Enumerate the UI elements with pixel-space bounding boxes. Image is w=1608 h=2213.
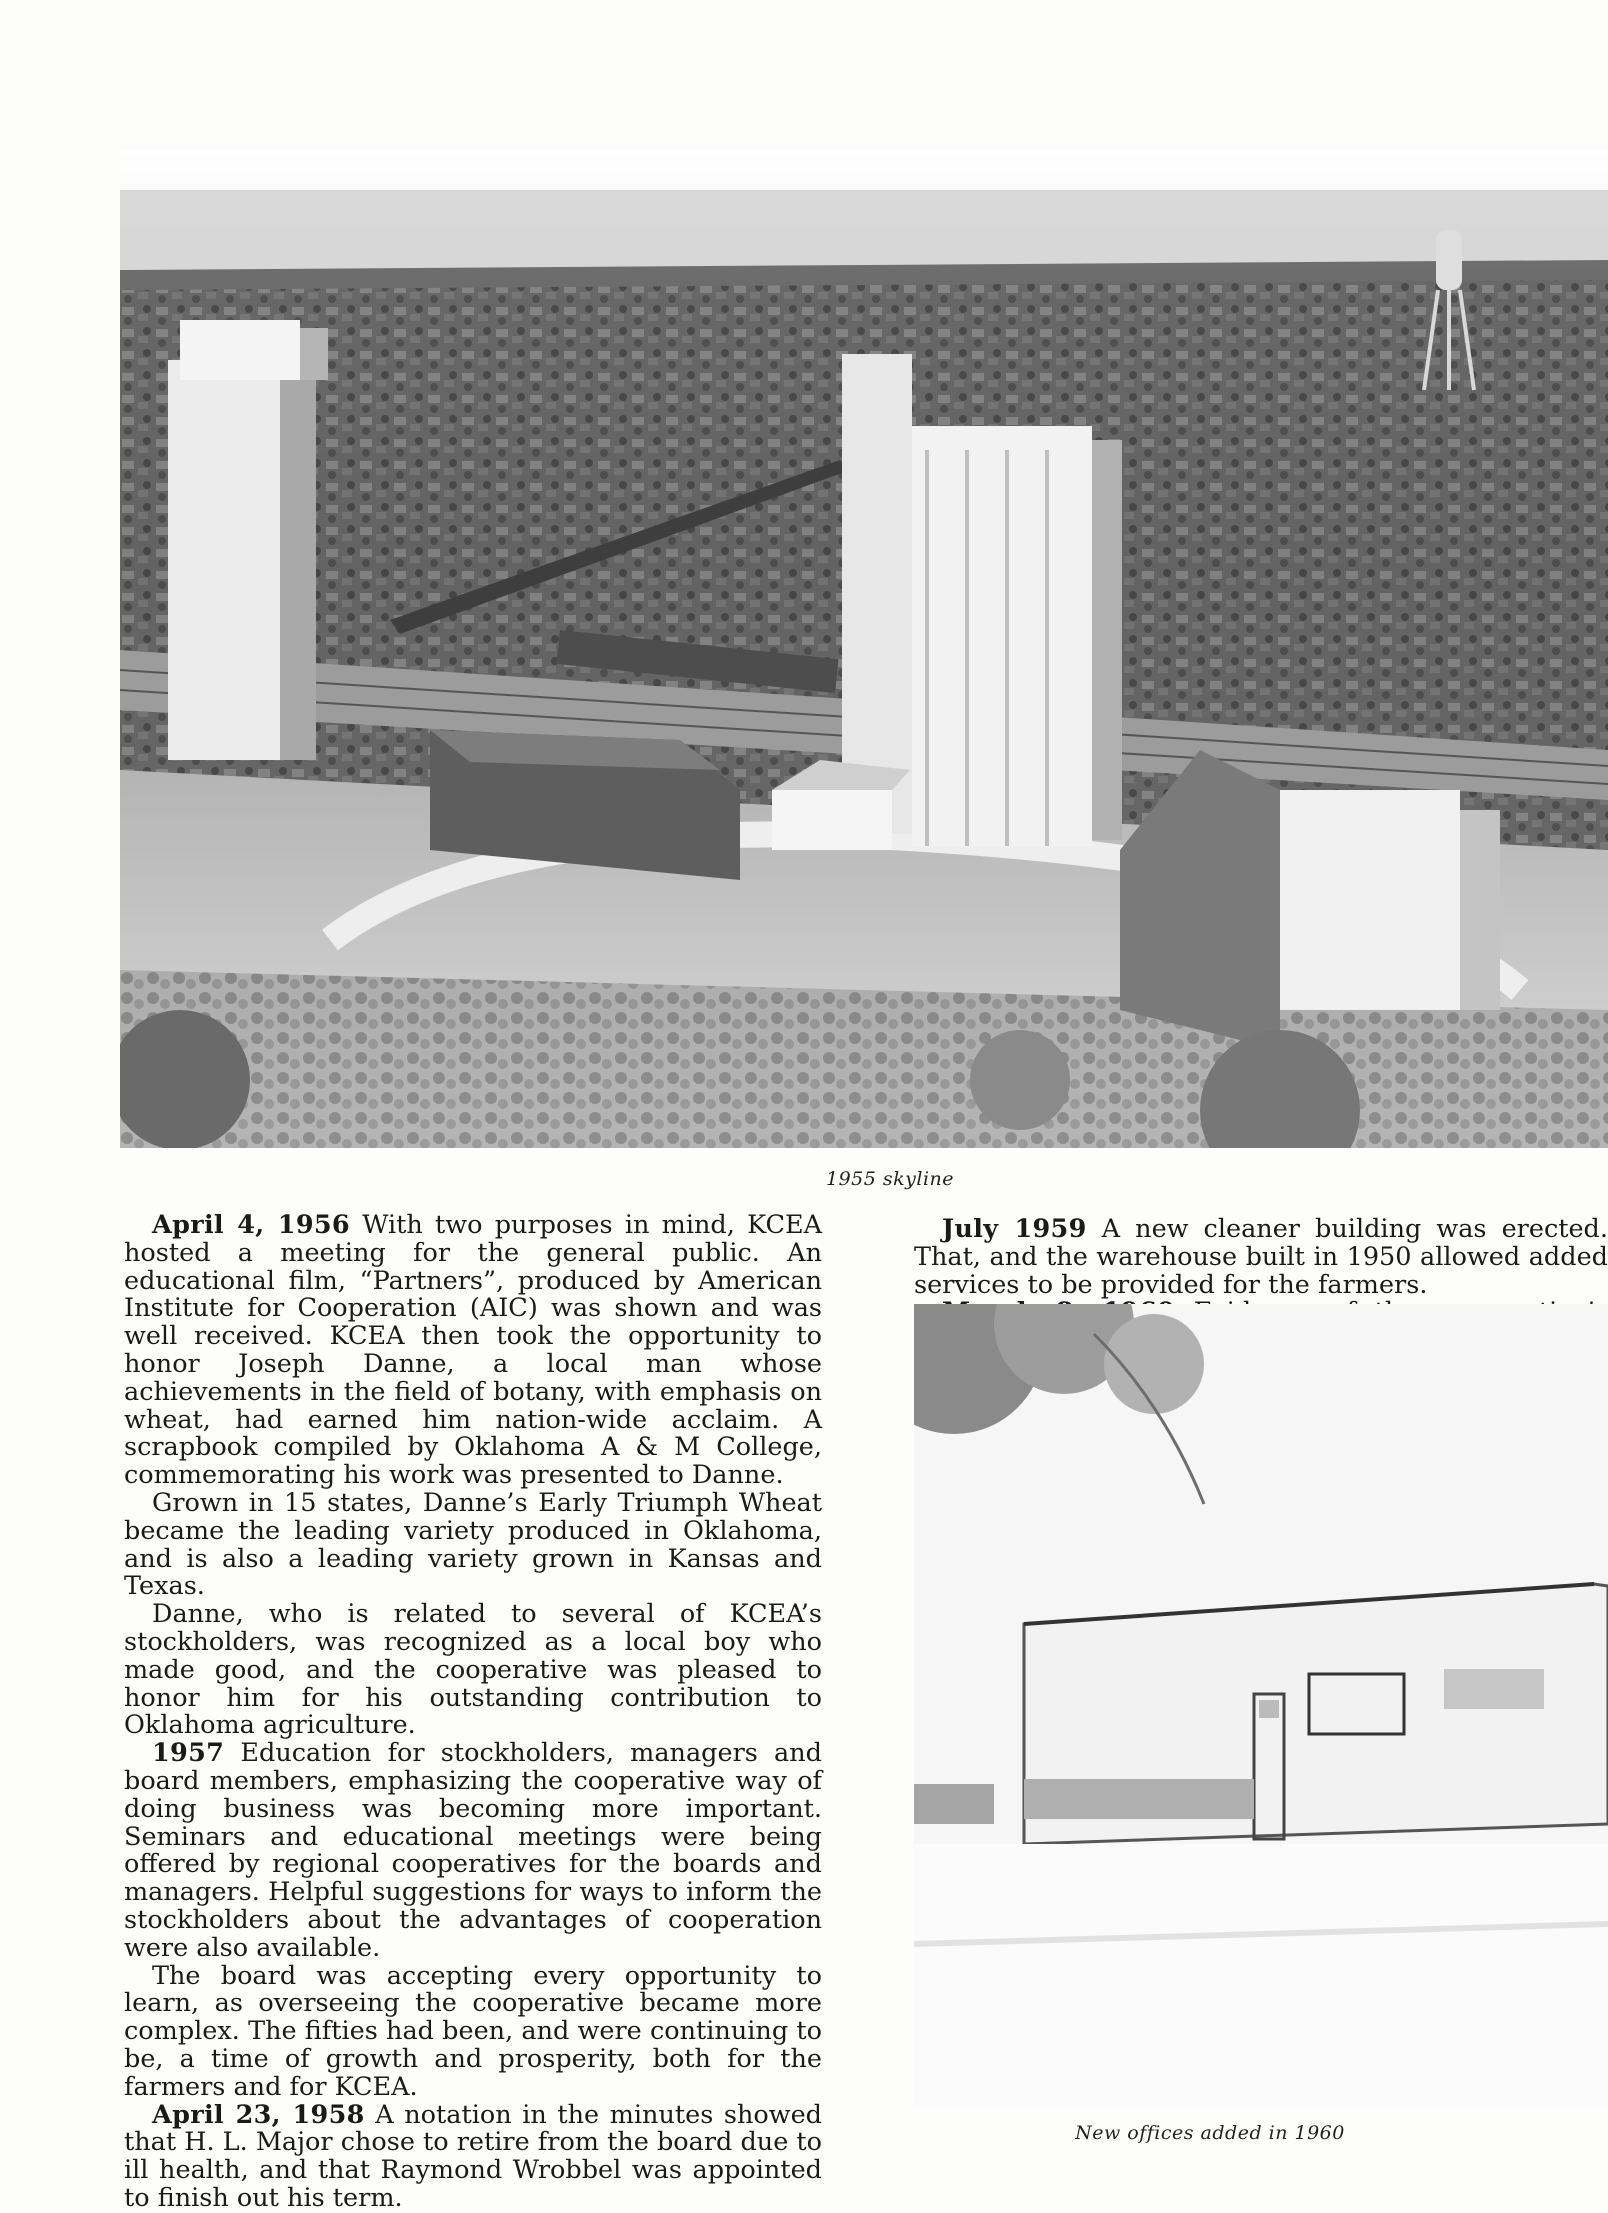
entry-text: A notation in the minutes showed that H. L. Major chose to retire from the board due to ill health, and that Raymond Wrobbel was appointed to finish out his term. bbox=[124, 2099, 822, 2213]
entry-date: July 1959 bbox=[942, 1214, 1087, 1244]
skyline-caption: 1955 skyline bbox=[825, 1168, 955, 1190]
paragraph-danne-honor: Danne, who is related to several of KCEA’s stockholders, was recognized as a local boy who made good, and the cooperative was pleased to honor him for his outstanding contribution to Oklahoma agriculture. bbox=[124, 1599, 822, 1741]
left-column bbox=[124, 1212, 822, 2213]
entry-date: 1957 bbox=[152, 1738, 225, 1769]
skyline-photo bbox=[120, 150, 1608, 1148]
offices-photo bbox=[914, 1304, 1608, 2107]
entry-text: With two purposes in mind, KCEA hosted a meeting for the general public. An educational film, “Partners”, produced by American Institute for Cooperation (AIC) was shown and was well received. KCEA then took the opportunity to honor Joseph Danne, a local man whose achievements in the field of botany, with emphasis on wheat, had earned him nation-wide acclaim. A scrapbook compiled by Oklahoma A & M College, commemorating his work was presented to Danne. bbox=[124, 1210, 822, 1491]
entry-date: April 4, 1956 bbox=[152, 1210, 350, 1240]
paragraph-july-1959 bbox=[914, 1216, 1608, 1299]
offices-caption: New offices added in 1960 bbox=[1075, 2122, 1345, 2144]
entry-date: April 23, 1958 bbox=[152, 2099, 365, 2130]
paragraph-1957 bbox=[124, 1740, 822, 1962]
paragraph-board-learning: The board was accepting every opportunity to learn, as overseeing the cooperative became more complex. The fifties had been, and were continuing to be, a time of growth and prosperity, both for the farmers and for KCEA. bbox=[124, 1960, 822, 2102]
entry-text: A new cleaner building was erected. That, and the warehouse built in 1950 allowed added services to be provided for the farmers. bbox=[914, 1214, 1608, 1300]
paragraph-april-1956 bbox=[124, 1212, 822, 1490]
paragraph-april-1958 bbox=[124, 2099, 822, 2213]
paragraph-danne-wheat: Grown in 15 states, Danne’s Early Triumph Wheat became the leading variety produced in Oklahoma, and is also a leading variety grown in Kansas and Texas. bbox=[124, 1487, 822, 1602]
entry-text: Education for stockholders, managers and board members, emphasizing the cooperative way of doing business was becoming more important. Seminars and educational meetings were being offered by regional cooperatives for the boards and managers. Helpful suggestions for ways to inform the stockholders about the advantages of cooperation were also available. bbox=[124, 1738, 822, 1963]
